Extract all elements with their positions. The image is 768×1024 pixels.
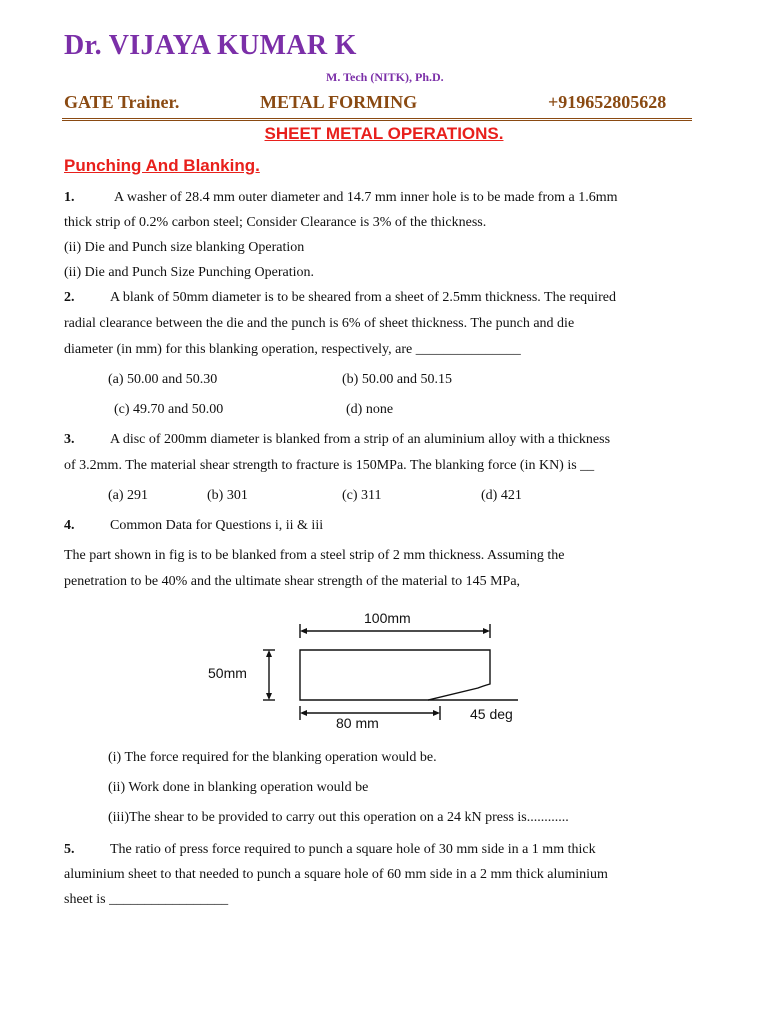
- q1-line4: (ii) Die and Punch Size Punching Operation.: [64, 265, 315, 280]
- q5-line2: aluminium sheet to that needed to punch a square hole of 60 mm side in a 2 mm thick aluminium: [64, 867, 608, 882]
- q2-option-d: (d) none: [346, 402, 394, 417]
- q4-heading: Common Data for Questions i, ii & iii: [110, 518, 324, 533]
- phone-number: +919652805628: [548, 92, 667, 112]
- q3-option-d: (d) 421: [481, 488, 522, 503]
- q4-line1: The part shown in fig is to be blanked from a steel strip of 2 mm thickness. Assuming the: [64, 548, 565, 563]
- header-divider: [62, 118, 692, 121]
- q3-option-c: (c) 311: [342, 488, 382, 503]
- q5-line1: The ratio of press force required to punch a square hole of 30 mm side in a 1 mm thick: [110, 842, 596, 857]
- q2-option-a: (a) 50.00 and 50.30: [108, 372, 218, 387]
- q4-number: 4.: [64, 518, 75, 533]
- trainer-label: GATE Trainer.: [64, 92, 180, 112]
- part-drawing: [196, 602, 536, 738]
- q3-option-b: (b) 301: [207, 488, 248, 503]
- q4-sub-iii: (iii)The shear to be provided to carry out this operation on a 24 kN press is............: [108, 810, 569, 825]
- q3-number: 3.: [64, 432, 75, 447]
- q4-sub-i: (i) The force required for the blanking operation would be.: [108, 750, 437, 765]
- dim-bottom-label: 80 mm: [336, 715, 379, 731]
- q3-option-a: (a) 291: [108, 488, 149, 503]
- q2-line3: diameter (in mm) for this blanking operation, respectively, are _______________: [64, 342, 521, 357]
- q3-line2: of 3.2mm. The material shear strength to fracture is 150MPa. The blanking force (in KN) is __: [64, 458, 595, 473]
- q2-option-c: (c) 49.70 and 50.00: [114, 402, 224, 417]
- q5-line3: sheet is _________________: [64, 892, 229, 907]
- author-name: Dr. VIJAYA KUMAR K: [64, 30, 357, 61]
- author-degree: M. Tech (NITK), Ph.D.: [326, 70, 444, 84]
- q1-line2: thick strip of 0.2% carbon steel; Consider Clearance is 3% of the thickness.: [64, 215, 487, 230]
- dim-left-label: 50mm: [208, 665, 247, 681]
- q2-option-b: (b) 50.00 and 50.15: [342, 372, 453, 387]
- angle-label: 45 deg: [470, 706, 513, 722]
- dim-top-label: 100mm: [364, 610, 411, 626]
- q2-line2: radial clearance between the die and the punch is 6% of sheet thickness. The punch and die: [64, 316, 575, 331]
- section-title: Punching And Blanking.: [64, 156, 260, 175]
- part-outline: [300, 650, 490, 700]
- q1-line3: (ii) Die and Punch size blanking Operation: [64, 240, 305, 255]
- q2-line1: A blank of 50mm diameter is to be sheared from a sheet of 2.5mm thickness. The required: [110, 290, 616, 305]
- document-title: SHEET METAL OPERATIONS.: [264, 124, 504, 143]
- q1-number: 1.: [64, 190, 75, 205]
- q4-sub-ii: (ii) Work done in blanking operation would be: [108, 780, 369, 795]
- q5-number: 5.: [64, 842, 75, 857]
- q4-line2: penetration to be 40% and the ultimate shear strength of the material to 145 MPa,: [64, 574, 521, 589]
- subject-label: METAL FORMING: [260, 92, 418, 112]
- q1-line1: A washer of 28.4 mm outer diameter and 14.7 mm inner hole is to be made from a 1.6mm: [114, 190, 618, 205]
- q2-number: 2.: [64, 290, 75, 305]
- q3-line1: A disc of 200mm diameter is blanked from a strip of an aluminium alloy with a thickness: [110, 432, 611, 447]
